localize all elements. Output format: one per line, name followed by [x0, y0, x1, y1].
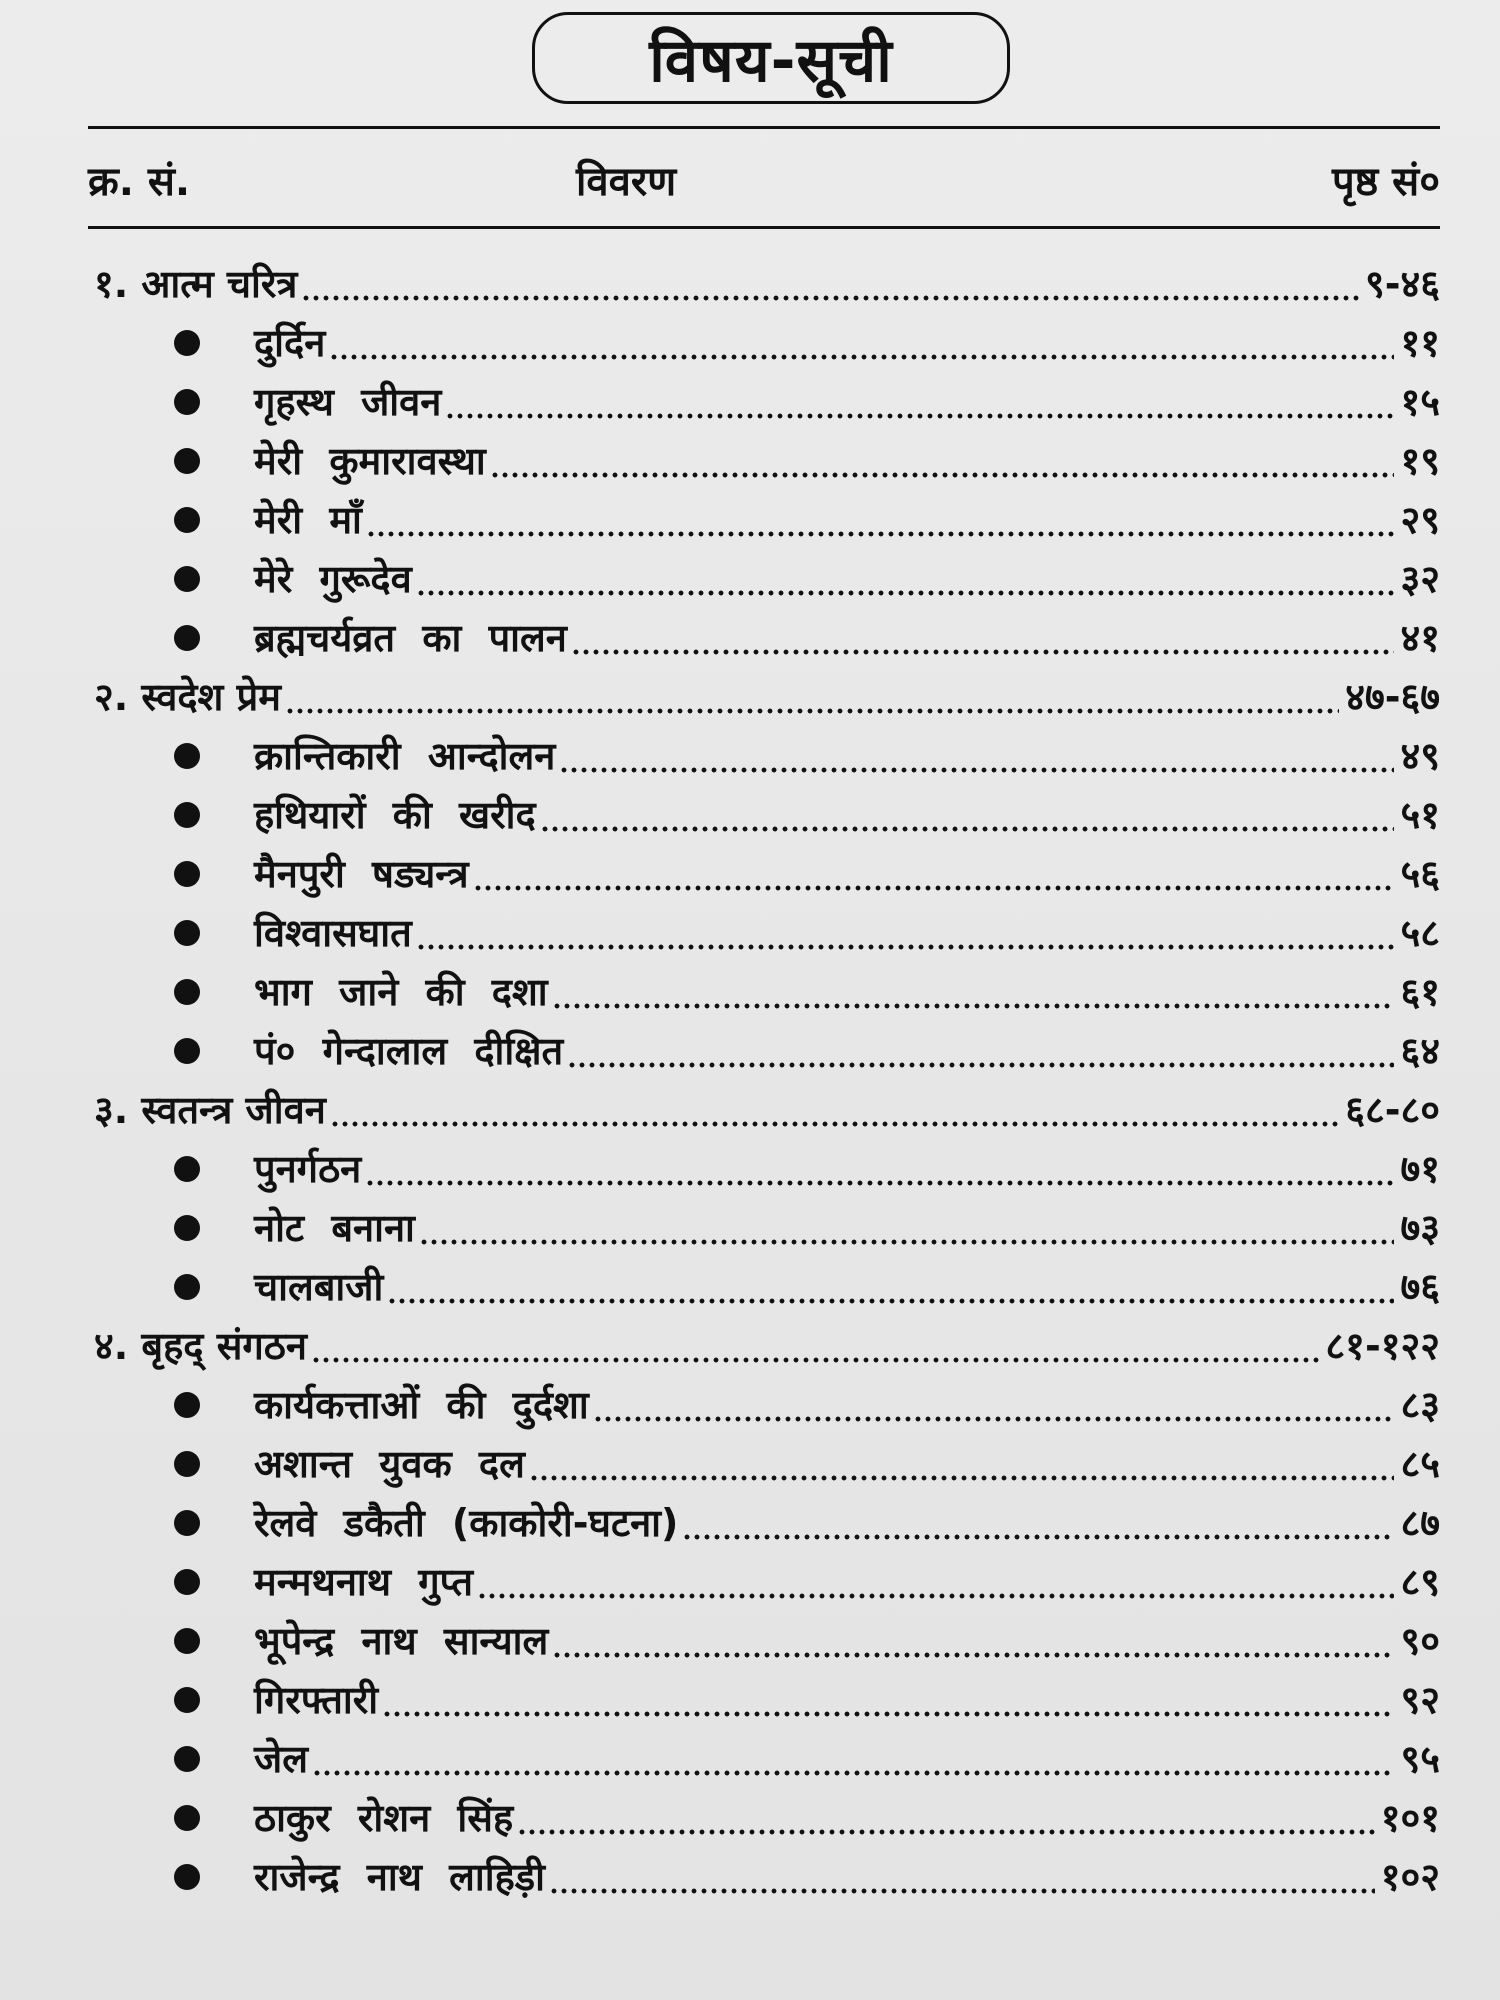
bullet-icon	[174, 861, 200, 887]
bullet-icon	[174, 979, 200, 1005]
section-title: ३. स्वतन्त्र जीवन	[94, 1088, 326, 1132]
dot-leader	[567, 1062, 1394, 1068]
bullet-icon	[174, 1805, 200, 1831]
dot-leader	[301, 295, 1359, 301]
entry-page-number: १०२	[1380, 1855, 1440, 1899]
entry-page-number: ६१	[1400, 970, 1440, 1014]
bullet-icon	[174, 389, 200, 415]
toc-entry	[88, 1489, 1440, 1548]
toc-entry	[88, 1784, 1440, 1843]
toc-entry	[88, 1607, 1440, 1666]
bullet-icon	[174, 1628, 200, 1654]
toc-entry	[88, 427, 1440, 486]
bullet-icon	[174, 1510, 200, 1536]
section-title: १. आत्म चरित्र	[94, 262, 298, 306]
section-row	[88, 663, 1440, 722]
bullet-icon	[174, 1687, 200, 1713]
entry-page-number: ५१	[1400, 793, 1440, 837]
dot-leader	[540, 826, 1395, 832]
bullet-icon	[174, 920, 200, 946]
entry-title: अशान्त युवक दल	[254, 1442, 525, 1486]
bullet-icon	[174, 448, 200, 474]
bullet-icon	[174, 1215, 200, 1241]
bullet-icon	[174, 1156, 200, 1182]
bullet-icon	[174, 743, 200, 769]
toc-entry	[88, 1725, 1440, 1784]
entry-title: गिरफ्तारी	[254, 1678, 379, 1722]
toc-entry	[88, 486, 1440, 545]
bullet-icon	[174, 625, 200, 651]
bullet-icon	[174, 1038, 200, 1064]
toc-entry	[88, 958, 1440, 1017]
section-page-range: ४७-६७	[1345, 675, 1440, 719]
toc-entry	[88, 368, 1440, 427]
entry-page-number: ४१	[1400, 616, 1440, 660]
toc-entry	[88, 309, 1440, 368]
entry-title: कार्यकत्ताओं की दुर्दशा	[254, 1383, 589, 1427]
dot-leader	[366, 531, 1395, 537]
dot-leader	[416, 944, 1395, 950]
entry-page-number: २९	[1400, 498, 1440, 542]
toc-entry	[88, 1430, 1440, 1489]
section-page-range: ६८-८०	[1345, 1088, 1440, 1132]
dot-leader	[517, 1829, 1375, 1835]
entry-page-number: ८७	[1400, 1501, 1440, 1545]
page-column-header: पृष्ठ सं०	[1331, 159, 1440, 205]
dot-leader	[311, 1357, 1319, 1363]
table-of-contents	[88, 250, 1440, 1902]
entry-title: जेल	[254, 1737, 308, 1781]
toc-entry	[88, 899, 1440, 958]
bullet-icon	[174, 1451, 200, 1477]
bullet-icon	[174, 507, 200, 533]
entry-title: गृहस्थ जीवन	[254, 380, 442, 424]
dot-leader	[529, 1475, 1395, 1481]
entry-page-number: १५	[1400, 380, 1440, 424]
toc-entry	[88, 1194, 1440, 1253]
dot-leader	[419, 1239, 1395, 1245]
bullet-icon	[174, 1274, 200, 1300]
dot-leader	[682, 1534, 1394, 1540]
section-title: २. स्वदेश प्रेम	[94, 675, 281, 719]
bullet-icon	[174, 802, 200, 828]
entry-page-number: ७१	[1400, 1147, 1440, 1191]
dot-leader	[329, 354, 1394, 360]
dot-leader	[552, 1652, 1394, 1658]
entry-page-number: ३२	[1400, 557, 1440, 601]
entry-page-number: १०१	[1380, 1796, 1440, 1840]
dot-leader	[477, 1593, 1394, 1599]
entry-title: मेरी कुमारावस्था	[254, 439, 486, 483]
dot-leader	[382, 1711, 1394, 1717]
toc-entry	[88, 1666, 1440, 1725]
entry-page-number: ७३	[1400, 1206, 1440, 1250]
toc-entry	[88, 604, 1440, 663]
entry-page-number: ५६	[1400, 852, 1440, 896]
header-top-rule	[88, 126, 1440, 129]
section-row	[88, 1076, 1440, 1135]
dot-leader	[387, 1298, 1394, 1304]
entry-page-number: ९२	[1400, 1678, 1440, 1722]
entry-page-number: ८५	[1400, 1442, 1440, 1486]
entry-title: मेरी माँ	[254, 498, 362, 542]
entry-title: मैनपुरी षड्यन्त्र	[254, 852, 469, 896]
toc-entry	[88, 1135, 1440, 1194]
description-column-header: विवरण	[576, 159, 677, 205]
entry-page-number: ११	[1400, 321, 1440, 365]
dot-leader	[593, 1416, 1395, 1422]
entry-title: ब्रह्मचर्यव्रत का पालन	[254, 616, 567, 660]
dot-leader	[473, 885, 1395, 891]
entry-title: विश्वासघात	[254, 911, 412, 955]
entry-title: भाग जाने की दशा	[254, 970, 548, 1014]
bullet-icon	[174, 330, 200, 356]
toc-entry	[88, 545, 1440, 604]
entry-title: चालबाजी	[254, 1265, 384, 1309]
entry-page-number: ६४	[1400, 1029, 1440, 1073]
toc-entry	[88, 1253, 1440, 1312]
header-bottom-rule	[88, 226, 1440, 229]
entry-page-number: ४९	[1400, 734, 1440, 778]
toc-entry	[88, 1843, 1440, 1902]
bullet-icon	[174, 1569, 200, 1595]
dot-leader	[312, 1770, 1395, 1776]
toc-entry	[88, 781, 1440, 840]
bullet-icon	[174, 1746, 200, 1772]
bullet-icon	[174, 1864, 200, 1890]
section-row	[88, 1312, 1440, 1371]
entry-page-number: ८३	[1400, 1383, 1440, 1427]
toc-entry	[88, 1371, 1440, 1430]
section-page-range: ८१-१२२	[1325, 1324, 1440, 1368]
entry-title: हथियारों की खरीद	[254, 793, 536, 837]
section-title: ४. बृहद् संगठन	[94, 1324, 307, 1368]
entry-page-number: ५८	[1400, 911, 1440, 955]
entry-page-number: ८९	[1400, 1560, 1440, 1604]
dot-leader	[571, 649, 1395, 655]
entry-title: भूपेन्द्र नाथ सान्याल	[254, 1619, 549, 1663]
dot-leader	[552, 1003, 1395, 1009]
section-row	[88, 250, 1440, 309]
entry-page-number: ७६	[1400, 1265, 1440, 1309]
table-header	[88, 152, 1440, 214]
dot-leader	[416, 590, 1395, 596]
entry-page-number: ९०	[1400, 1619, 1440, 1663]
dot-leader	[490, 472, 1395, 478]
entry-page-number: ९५	[1400, 1737, 1440, 1781]
dot-leader	[365, 1180, 1394, 1186]
toc-entry	[88, 840, 1440, 899]
entry-title: मेरे गुरूदेव	[254, 557, 412, 601]
entry-title: पुनर्गठन	[254, 1147, 362, 1191]
section-page-range: ९-४६	[1364, 262, 1440, 306]
page-title: विषय-सूची	[649, 26, 893, 96]
bullet-icon	[174, 566, 200, 592]
entry-title: राजेन्द्र नाथ लाहिड़ी	[254, 1855, 545, 1899]
dot-leader	[559, 767, 1394, 773]
dot-leader	[549, 1888, 1375, 1894]
serial-column-header: क्र. सं.	[88, 159, 191, 205]
entry-title: रेलवे डकैती (काकोरी-घटना)	[254, 1501, 679, 1545]
title-frame	[532, 12, 1010, 104]
toc-entry	[88, 722, 1440, 781]
entry-title: दुर्दिन	[254, 321, 326, 365]
entry-page-number: १९	[1400, 439, 1440, 483]
dot-leader	[285, 708, 1339, 714]
dot-leader	[445, 413, 1394, 419]
toc-entry	[88, 1017, 1440, 1076]
entry-title: नोट बनाना	[254, 1206, 415, 1250]
entry-title: क्रान्तिकारी आन्दोलन	[254, 734, 556, 778]
entry-title: ठाकुर रोशन सिंह	[254, 1796, 514, 1840]
entry-title: पं० गेन्दालाल दीक्षित	[254, 1029, 564, 1073]
bullet-icon	[174, 1392, 200, 1418]
entry-title: मन्मथनाथ गुप्त	[254, 1560, 474, 1604]
dot-leader	[330, 1121, 1339, 1127]
toc-entry	[88, 1548, 1440, 1607]
